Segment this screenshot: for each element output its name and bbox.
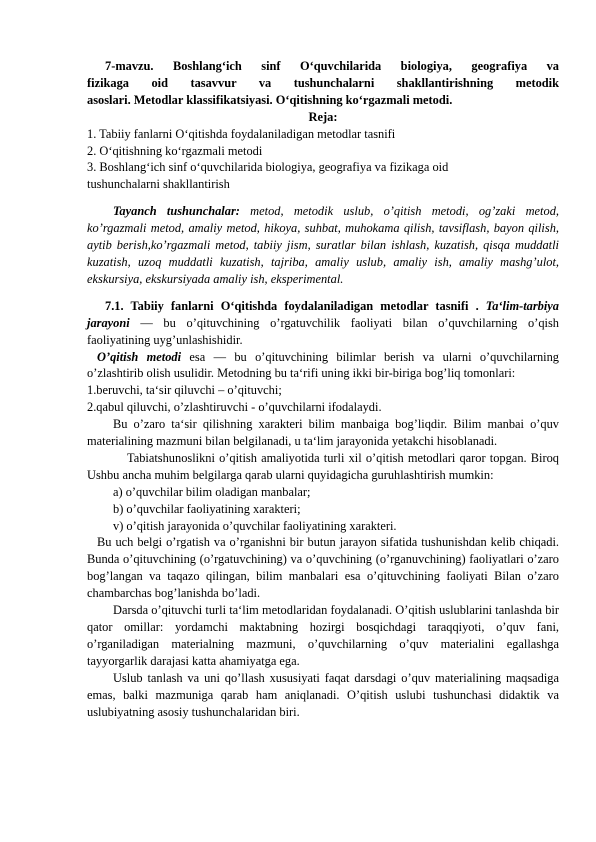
group-item-b: b) o’quvchilar faoliyatining xarakteri;: [113, 501, 301, 516]
plan-item-1: 1. Tabiiy fanlarni O‘qitishda foydalaniladigan metodlar tasnifi: [87, 126, 396, 141]
term-talim-tarbiya-definition: — bu o’qituvchining o’rgatuvchilik faoliyati bilan o’quvchilarning o’qish faoliyatining uyg’unlashishidir.: [87, 315, 559, 347]
spacer: [87, 288, 559, 298]
topic-title-line-3: asoslari. Metodlar klassifikatsiyasi. O‘qitishning ko‘rgazmali metodi.: [87, 92, 453, 107]
group-item-a: a) o’quvchilar bilim oladigan manbalar;: [113, 484, 311, 499]
method-side-2: 2.qabul qiluvchi, o’zlashtiruvchi - o’quvchilarni ifodalaydi.: [87, 400, 382, 415]
spacer: [87, 193, 559, 203]
paragraph-method-choice: Uslub tanlash va uni qo’llash xususiyati faqat darsdagi o’quv materialining maqsadiga emas, balki mazmuniga qarab ham aniqlanadi. O’qitish uslubi tushunchasi didaktik va uslubiyatning asosiy tushunchalaridan biri.: [87, 670, 559, 719]
term-talim-tarbiya: Ta‘lim-tarbiya jarayoni: [87, 298, 560, 330]
paragraph-three-signs: Bu uch belgi o’rgatish va o’rganishni bir butun jarayon sifatida tushunishdan kelib chiqadi. Bunda o’qituvchining (o’rgatuvchining) va o’quvchining (o’rganuvchining) faoliyatlari o’zaro bog’langan va taqazo qilingan, bilim manbalari esa o’qituvchining faoliyati Bilan o’zaro chambarchas bog’lanishda bo’ladi.: [87, 535, 559, 601]
method-definition-paragraph: [87, 349, 559, 383]
section-heading: 7.1. Tabiiy fanlarni O‘qitishda foydalaniladigan metodlar tasnifi .: [105, 298, 479, 313]
plan-item-2: 2. O‘qitishning ko‘rgazmali metodi: [87, 143, 263, 158]
term-oqitish-metodi-definition: esa — bu o’qituvchining bilimlar berish va ularni o’quvchilarning o’zlashtirib olish usulidir. Metodning bu ta‘rifi uning ikki bir-biriga bog’liq tomonlari:: [87, 349, 560, 381]
group-item-v: v) o’qitish jarayonida o’quvchilar faoliyatining xarakteri.: [113, 518, 397, 533]
key-concepts-label: Tayanch tushunchalar:: [113, 204, 240, 219]
section-intro-paragraph: [87, 298, 559, 349]
key-concepts-paragraph: [87, 203, 559, 288]
paragraph-grouping: Tabiatshunoslikni o’qitish amaliyotida turli xil o’qitish metodlari qaror topgan. Biroq Ushbu ancha muhim belgilarga qarab ularni quyidagicha guruhlashtirish mumkin:: [87, 450, 559, 482]
plan-item-3: 3. Boshlang‘ich sinf o‘quvchilarida biologiya, geografiya va fizikaga oid: [87, 160, 449, 175]
term-oqitish-metodi: O’qitish metodi: [97, 349, 182, 364]
paragraph-knowledge-source: Bu o’zaro ta‘sir qilishning xarakteri bilim manbaiga bog’liqdir. Bilim manbai o’quv materialining mazmuni bilan belgilanadi, u ta‘lim jarayonida yetakchi hisoblanadi.: [87, 417, 559, 449]
topic-title-line-2: fizikaga oid tasavvur va tushunchalarni shakllantirishning metodik: [87, 75, 559, 90]
paragraph-lesson-methods: Darsda o’qituvchi turli ta‘lim metodlaridan foydalanadi. O’qitish uslublarini tanlashda bir qator omillar: yordamchi maktabning hozirgi bosqichdagi taraqqiyoti, o’quv fani, o’rganiladigan materialning mazmuni, o’quvchilarning o’quv materialini egallashga tayyorgarlik darajasi katta ahamiyatga ega.: [87, 603, 559, 668]
topic-title-line-1: 7-mavzu. Boshlang‘ich sinf O‘quvchilarida biologiya, geografiya va: [105, 59, 559, 73]
document-page: [87, 58, 559, 720]
plan-heading: Reja:: [308, 109, 338, 124]
key-concepts-text: metod, metodik uslub, o’qitish metodi, og’zaki metod, ko’rgazmali metod, amaliy metod, hikoya, suhbat, muhokama qilish, tavsiflash, bayon qilish, aytib berish,ko’rgazmali metod, tabiiy jism, suratlar bilan ishlash, kuzatish, qisqa muddatli kuzatish, uzoq muddatli kuzatish, tajriba, amaliy uslub, amaliy ish, amaliy mashg’ulot, ekskursiya, ekskursiyada amaliy ish, eksperimental.: [87, 204, 559, 286]
plan-item-3-cont: tushunchalarni shakllantirish: [87, 177, 230, 192]
method-side-1: 1.beruvchi, ta‘sir qiluvchi – o’qituvchi;: [87, 383, 282, 398]
